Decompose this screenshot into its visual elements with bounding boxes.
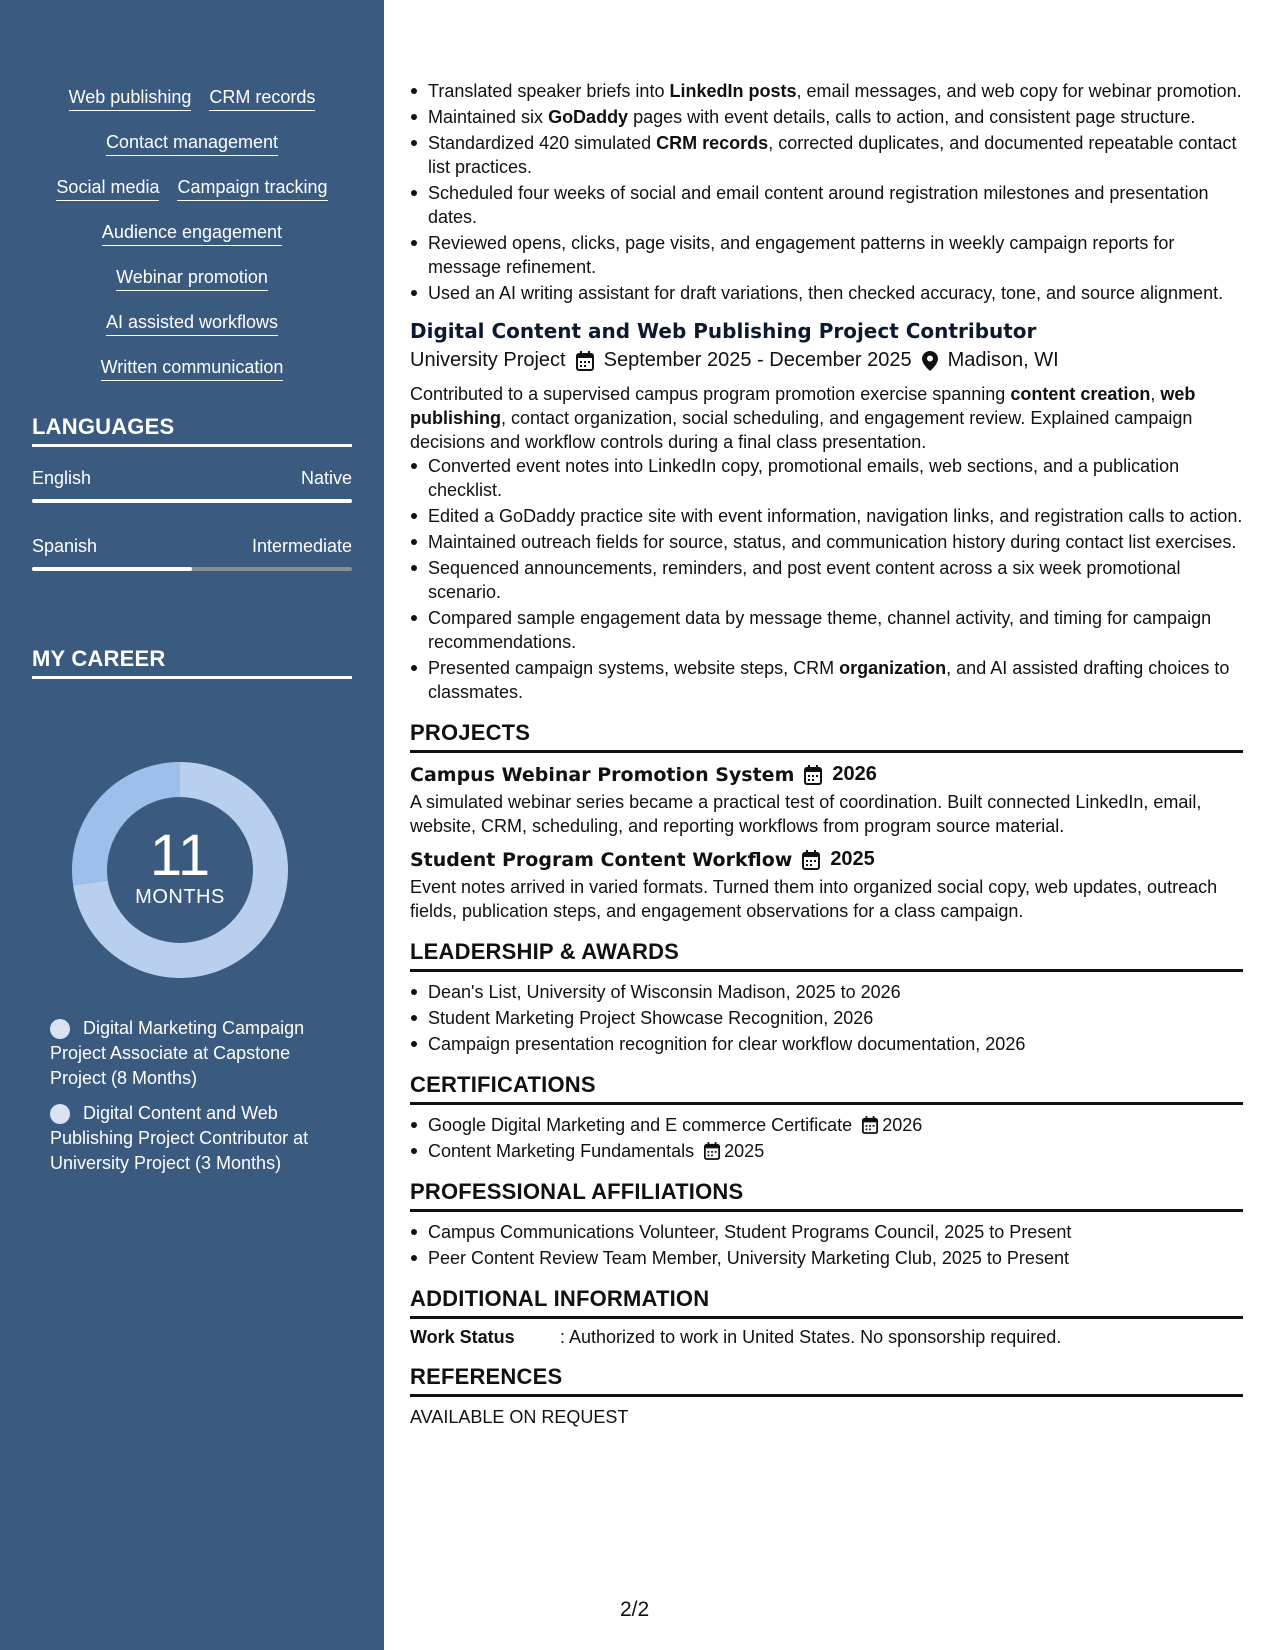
summary-text: content creation [1010,384,1151,404]
bullet-item [428,504,1243,528]
skill-tag: Web publishing [69,86,192,111]
work-status-value: : Authorized to work in United States. No sponsorship required. [560,1327,1062,1347]
bullet-text: GoDaddy [548,107,629,127]
bullet-text: , and AI assisted drafting choices to classmates. [428,658,1230,702]
career-donut-label [65,755,295,985]
language-name: English [32,468,92,488]
calendar-icon [862,1116,878,1134]
bullet-text: Used an AI writing assistant for draft variations, then checked accuracy, tone, and source alignment. [428,283,1224,303]
calendar-icon [804,765,822,785]
project-item [410,848,1243,923]
career-legend [50,1016,340,1186]
language-bar [32,499,352,503]
certification-item [428,1113,1243,1137]
bullet-item [428,231,1243,279]
bullet-text: Standardized 420 simulated [428,133,657,153]
calendar-icon [704,1142,720,1160]
summary-text: , [1150,384,1161,404]
career-item-text: Digital Content and Web Publishing Project Contributor at University Project (3 Months) [50,1103,309,1173]
map-pin-icon [922,351,938,371]
leadership-item: Student Marketing Project Showcase Recognition, 2026 [428,1006,1243,1030]
bullet-text: Compared sample engagement data by message theme, channel activity, and timing for campaign recommendations. [428,608,1212,652]
bullet-item [428,105,1243,129]
skill-tag: Contact management [106,131,278,156]
skill-row [32,176,352,221]
job-org: University Project [410,349,566,371]
bullet-text: organization [839,658,947,678]
language-english [32,468,352,503]
certification-name: Google Digital Marketing and E commerce Certificate [428,1115,853,1135]
language-spanish [32,536,352,571]
bullet-item [428,656,1243,704]
work-status-label: Work Status [410,1327,515,1347]
skill-row [32,131,352,176]
skill-tag: Audience engagement [102,221,282,246]
bullet-item [428,131,1243,179]
language-bar [32,567,352,571]
skill-tag: Social media [56,176,159,201]
language-bar-fill [32,499,352,503]
skill-tag: CRM records [209,86,315,111]
references-heading: REFERENCES [410,1364,1243,1397]
job-summary [410,382,1243,454]
bullet-text: Reviewed opens, clicks, page visits, and engagement patterns in weekly campaign reports for message refinement. [428,233,1175,277]
summary-text: , contact organization, social scheduling, and engagement review. Explained campaign decisions and workflow controls during a final class presentation. [410,408,1193,452]
language-bar-fill [32,567,192,571]
bullet-item [428,606,1243,654]
language-level: Native [300,468,352,488]
additional-info-heading: ADDITIONAL INFORMATION [410,1286,1243,1319]
certifications-list [410,1113,1243,1163]
project-title: Campus Webinar Promotion System [410,763,795,786]
bullet-item [428,281,1243,305]
calendar-icon [802,850,820,870]
skill-tag: Campaign tracking [177,176,327,201]
bullet-text: Scheduled four weeks of social and email content around registration milestones and presentation dates. [428,183,1209,227]
legend-dot-icon [50,1019,70,1039]
bullet-text: Converted event notes into LinkedIn copy, promotional emails, web sections, and a publication checklist. [428,456,1180,500]
bullet-text: Sequenced announcements, reminders, and post event content across a six week promotional scenario. [428,558,1181,602]
career-item-text: Digital Marketing Campaign Project Associate at Capstone Project (8 Months) [50,1018,305,1088]
affiliations-heading: PROFESSIONAL AFFILIATIONS [410,1179,1243,1212]
certification-year: 2026 [882,1115,923,1135]
bullet-item [428,181,1243,229]
job-dates: September 2025 - December 2025 [603,349,912,371]
skill-tag: Written communication [101,356,284,381]
languages-heading: LANGUAGES [32,414,352,447]
bullet-item [428,556,1243,604]
job-title: Digital Content and Web Publishing Project Contributor [410,319,1037,343]
affiliation-item: Peer Content Review Team Member, University Marketing Club, 2025 to Present [428,1246,1243,1270]
summary-text: Contributed to a supervised campus program promotion exercise spanning [410,384,1011,404]
career-unit: MONTHS [135,885,225,908]
skill-row [32,221,352,266]
project-year: 2025 [830,848,875,870]
bullet-item [428,530,1243,554]
bullet-text: Maintained six [428,107,549,127]
calendar-icon [576,351,594,371]
affiliations-list [410,1220,1243,1270]
language-name: Spanish [32,536,98,556]
skills-list [32,86,352,401]
bullet-text: , corrected duplicates, and documented repeatable contact list practices. [428,133,1237,177]
certification-name: Content Marketing Fundamentals [428,1141,695,1161]
career-total: 11 [149,822,211,888]
career-heading: MY CAREER [32,646,352,679]
legend-dot-icon [50,1104,70,1124]
project-year: 2026 [832,763,877,785]
summary-text: web publishing [410,384,1196,428]
project-title: Student Program Content Workflow [410,848,793,871]
bullet-item [428,454,1243,502]
project-description: A simulated webinar series became a practical test of coordination. Built connected LinkedIn, email, website, CRM, scheduling, and reporting workflows from program source material. [410,792,1202,836]
main-content [410,0,1243,1650]
projects-heading: PROJECTS [410,720,1243,753]
job-location: Madison, WI [947,349,1059,371]
affiliation-item: Campus Communications Volunteer, Student Programs Council, 2025 to Present [428,1220,1243,1244]
certification-year: 2025 [724,1141,765,1161]
page-number: 2/2 [620,1598,650,1621]
leadership-item: Campaign presentation recognition for clear workflow documentation, 2026 [428,1032,1243,1056]
project-item [410,763,1243,838]
career-item [50,1016,340,1091]
skill-row [32,356,352,401]
bullet-text: pages with event details, calls to action, and consistent page structure. [628,107,1196,127]
bullet-text: Edited a GoDaddy practice site with event information, navigation links, and registration calls to action. [428,506,1243,526]
bullet-text: , email messages, and web copy for webinar promotion. [796,81,1242,101]
skill-tag: AI assisted workflows [106,311,278,336]
job-meta [410,349,1243,372]
skill-row [32,311,352,356]
leadership-heading: LEADERSHIP & AWARDS [410,939,1243,972]
language-level: Intermediate [251,536,352,556]
bullet-text: Maintained outreach fields for source, status, and communication history during contact list exercises. [428,532,1237,552]
job-bullets [410,454,1243,704]
skill-tag: Webinar promotion [116,266,268,291]
skill-row [32,266,352,311]
certifications-heading: CERTIFICATIONS [410,1072,1243,1105]
bullet-text: Presented campaign systems, website steps, CRM [428,658,840,678]
bullet-item [428,79,1243,103]
project-description: Event notes arrived in varied formats. Turned them into organized social copy, web updates, outreach fields, publication steps, and engagement observations for a class campaign. [410,877,1218,921]
references-text: AVAILABLE ON REQUEST [410,1407,629,1427]
bullet-text: CRM records [656,133,769,153]
experience-bullets [410,79,1243,305]
bullet-text: LinkedIn posts [669,81,797,101]
work-status-row [410,1327,1243,1348]
bullet-text: Translated speaker briefs into [428,81,670,101]
skill-row [32,86,352,131]
leadership-item: Dean's List, University of Wisconsin Madison, 2025 to 2026 [428,980,1243,1004]
certification-item [428,1139,1243,1163]
career-item [50,1101,340,1176]
sidebar [0,0,384,1650]
leadership-list [410,980,1243,1056]
